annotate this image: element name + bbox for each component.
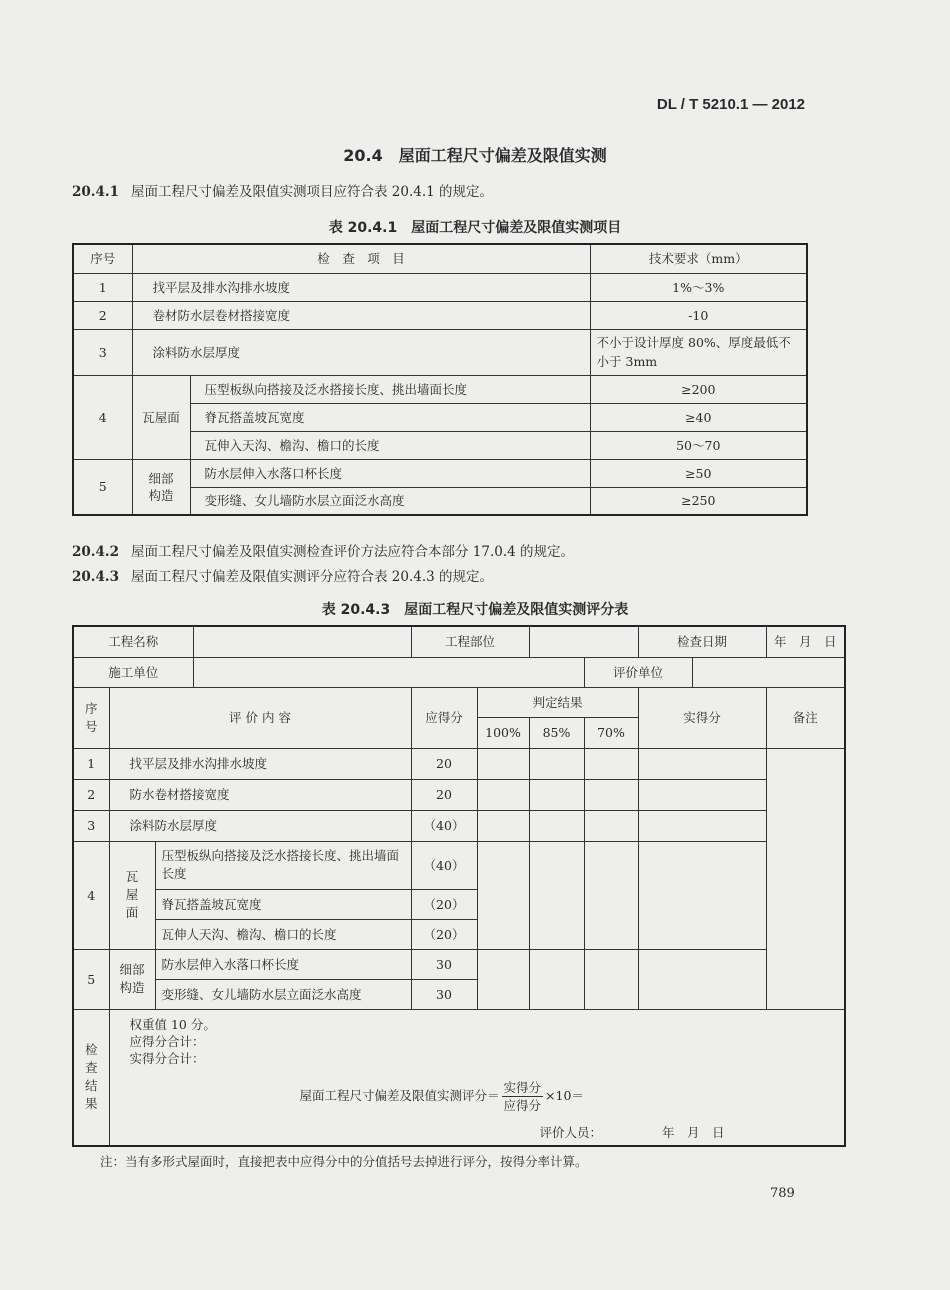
dimension-items-table [72, 243, 808, 516]
row-requirement: 50～70 [590, 431, 807, 459]
row-item: 卷材防水层卷材搭接宽度 [132, 301, 590, 329]
row-requirement: ≥200 [590, 375, 807, 403]
row-requirement: ≥50 [590, 459, 807, 487]
row-due: （40） [411, 810, 477, 841]
table-note: 注：当有多形式屋面时，直接把表中应得分中的分值括号去掉进行评分，按得分率计算。 [100, 1154, 588, 1169]
project-name-label: 工程名称 [73, 626, 193, 657]
row-item: 涂料防水层厚度 [132, 329, 590, 375]
evaluator-line [540, 1124, 825, 1141]
score-70[interactable] [584, 949, 638, 1009]
info-row [73, 626, 845, 657]
header-content: 评 价 内 容 [109, 687, 411, 748]
row-due: 20 [411, 748, 477, 779]
header-85: 85% [529, 717, 584, 748]
row-no: 3 [73, 329, 132, 375]
check-date-label: 检查日期 [638, 626, 766, 657]
clause-number: 20.4.1 [72, 184, 119, 200]
table-row [73, 273, 807, 301]
result-label: 检查结果 [73, 1009, 109, 1146]
row-item: 瓦伸入天沟、檐沟、檐口的长度 [190, 431, 590, 459]
table-row [73, 779, 845, 810]
row-no: 4 [73, 841, 109, 949]
info-row [73, 657, 845, 687]
table-row [73, 810, 845, 841]
section-title: 20.4 屋面工程尺寸偏差及限值实测 [343, 146, 607, 165]
row-content: 瓦伸人天沟、檐沟、檐口的长度 [155, 919, 411, 949]
clause-text: 屋面工程尺寸偏差及限值实测检查评价方法应符合本部分 17.0.4 的规定。 [130, 544, 575, 560]
actual-score[interactable] [638, 748, 766, 779]
clause-20-4-1 [72, 180, 493, 200]
score-85[interactable] [529, 748, 584, 779]
project-name-field[interactable] [193, 626, 411, 657]
table-row [73, 301, 807, 329]
row-requirement: 不小于设计厚度 80%、厚度最低不小于 3mm [590, 329, 807, 375]
score-100[interactable] [477, 810, 529, 841]
clause-number: 20.4.2 [72, 544, 119, 560]
formula-denominator: 应得分 [503, 1097, 542, 1113]
result-row [73, 1009, 845, 1146]
eval-unit-field[interactable] [692, 657, 845, 687]
score-100[interactable] [477, 949, 529, 1009]
scoring-table [72, 625, 846, 1147]
row-no: 1 [73, 273, 132, 301]
row-content: 找平层及排水沟排水坡度 [109, 748, 411, 779]
row-group: 细部构造 [109, 949, 155, 1009]
due-total: 应得分合计： [129, 1033, 205, 1049]
formula-numerator: 实得分 [503, 1079, 542, 1095]
actual-score[interactable] [638, 810, 766, 841]
formula-lhs: 屋面工程尺寸偏差及限值实测评分＝ [299, 1087, 500, 1103]
clause-20-4-3 [72, 565, 493, 585]
construction-unit-field[interactable] [193, 657, 584, 687]
row-item: 防水层伸入水落口杯长度 [190, 459, 590, 487]
page-number: 789 [770, 1186, 795, 1201]
row-requirement: ≥40 [590, 403, 807, 431]
score-100[interactable] [477, 748, 529, 779]
table-row [73, 459, 807, 487]
header-actual: 实得分 [638, 687, 766, 748]
table2-caption: 表 20.4.3 屋面工程尺寸偏差及限值实测评分表 [321, 602, 629, 618]
row-group: 瓦屋面 [132, 375, 190, 459]
row-due: 30 [411, 949, 477, 979]
remark-cell[interactable] [766, 748, 845, 1009]
score-85[interactable] [529, 810, 584, 841]
actual-total: 实得分合计： [129, 1050, 205, 1066]
row-content: 压型板纵向搭接及泛水搭接长度、挑出墙面长度 [155, 841, 411, 889]
eval-date: 年 月 日 [662, 1124, 725, 1140]
table1-caption: 表 20.4.1 屋面工程尺寸偏差及限值实测项目 [328, 220, 622, 236]
score-85[interactable] [529, 949, 584, 1009]
row-requirement: ≥250 [590, 487, 807, 515]
score-85[interactable] [529, 779, 584, 810]
row-due: （20） [411, 889, 477, 919]
score-70[interactable] [584, 810, 638, 841]
row-item: 压型板纵向搭接及泛水搭接长度、挑出墙面长度 [190, 375, 590, 403]
row-item: 脊瓦搭盖坡瓦宽度 [190, 403, 590, 431]
row-content: 变形缝、女儿墙防水层立面泛水高度 [155, 979, 411, 1009]
header-no: 序号 [73, 244, 132, 273]
table-row [73, 949, 845, 979]
row-no: 1 [73, 748, 109, 779]
table-row [73, 748, 845, 779]
score-100[interactable] [477, 841, 529, 949]
row-no: 5 [73, 459, 132, 515]
standard-header: DL / T 5210.1 — 2012 [656, 96, 805, 113]
row-due: （20） [411, 919, 477, 949]
row-due: 30 [411, 979, 477, 1009]
header-remark: 备注 [766, 687, 845, 748]
header-judge: 判定结果 [477, 687, 638, 717]
header-no: 序号 [73, 687, 109, 748]
actual-score[interactable] [638, 949, 766, 1009]
result-cell [109, 1009, 845, 1146]
row-content: 脊瓦搭盖坡瓦宽度 [155, 889, 411, 919]
score-70[interactable] [584, 779, 638, 810]
evaluator-label: 评价人员： [539, 1124, 603, 1140]
row-no: 4 [73, 375, 132, 459]
table-header-row [73, 687, 845, 717]
row-item: 找平层及排水沟排水坡度 [132, 273, 590, 301]
row-due: 20 [411, 779, 477, 810]
table-header-row [73, 244, 807, 273]
row-due: （40） [411, 841, 477, 889]
header-100: 100% [477, 717, 529, 748]
row-no: 2 [73, 301, 132, 329]
row-no: 2 [73, 779, 109, 810]
clause-text: 屋面工程尺寸偏差及限值实测项目应符合表 20.4.1 的规定。 [130, 184, 494, 200]
header-due: 应得分 [411, 687, 477, 748]
row-group: 瓦屋面 [109, 841, 155, 949]
weight-text: 权重值 10 分。 [129, 1016, 216, 1032]
construction-unit-label: 施工单位 [73, 657, 193, 687]
header-70: 70% [584, 717, 638, 748]
table-row [73, 841, 845, 889]
score-70[interactable] [584, 841, 638, 949]
formula-fraction [502, 1079, 544, 1114]
score-70[interactable] [584, 748, 638, 779]
check-date-field[interactable]: 年 月 日 [766, 626, 845, 657]
row-content: 涂料防水层厚度 [109, 810, 411, 841]
table-row [73, 375, 807, 403]
actual-score[interactable] [638, 841, 766, 949]
row-item: 变形缝、女儿墙防水层立面泛水高度 [190, 487, 590, 515]
formula-rhs: ×10＝ [545, 1087, 584, 1103]
clause-number: 20.4.3 [72, 569, 119, 585]
formula [300, 1079, 825, 1114]
row-no: 3 [73, 810, 109, 841]
row-requirement: 1%～3% [590, 273, 807, 301]
row-group: 细部构造 [132, 459, 190, 515]
table-row [73, 329, 807, 375]
row-content: 防水卷材搭接宽度 [109, 779, 411, 810]
actual-score[interactable] [638, 779, 766, 810]
header-item: 检 查 项 目 [132, 244, 590, 273]
clause-20-4-2 [72, 540, 574, 560]
project-part-label: 工程部位 [411, 626, 529, 657]
eval-unit-label: 评价单位 [584, 657, 692, 687]
score-85[interactable] [529, 841, 584, 949]
header-requirement: 技术要求（mm） [590, 244, 807, 273]
score-100[interactable] [477, 779, 529, 810]
row-content: 防水层伸入水落口杯长度 [155, 949, 411, 979]
row-requirement: -10 [590, 301, 807, 329]
row-no: 5 [73, 949, 109, 1009]
project-part-field[interactable] [529, 626, 638, 657]
clause-text: 屋面工程尺寸偏差及限值实测评分应符合表 20.4.3 的规定。 [130, 569, 494, 585]
